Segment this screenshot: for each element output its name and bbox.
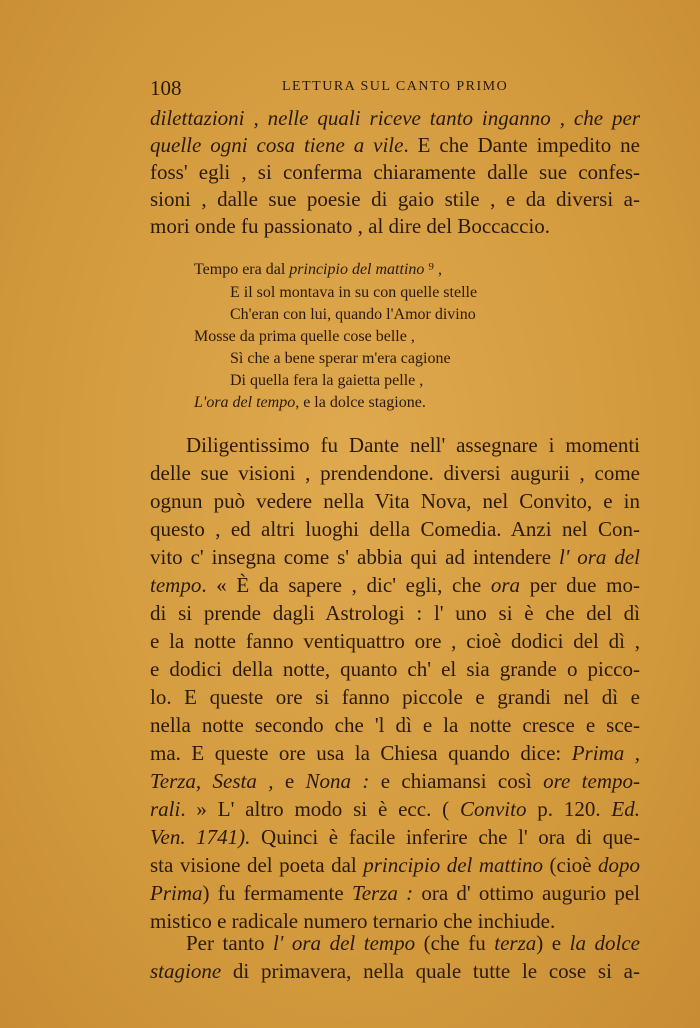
text-segment: ⁹ , (424, 261, 442, 278)
paragraph-line (150, 797, 640, 822)
paragraph-line (150, 160, 640, 185)
text-segment: sta visione del poeta dal (150, 853, 364, 877)
text-segment: principio del mattino (289, 261, 425, 278)
text-segment: Tempo era dal (194, 261, 290, 278)
paragraph-line (150, 461, 640, 486)
paragraph-line (150, 959, 640, 984)
text-segment: foss' egli , si conferma chiaramente dalle sue confes- (150, 160, 640, 184)
text-segment: . E che Dante impedito ne (403, 133, 641, 157)
text-segment: ) fu fermamente (202, 881, 352, 905)
page-header (150, 76, 640, 100)
text-segment: e dodici della notte, quanto ch' el sia grande o picco- (150, 657, 640, 681)
text-segment: Prima , (571, 741, 640, 765)
text-segment: Nona : (305, 769, 370, 793)
paragraph-line (150, 825, 640, 850)
text-segment: Convito (459, 797, 527, 821)
paragraph-line (150, 187, 640, 212)
text-segment: sioni , dalle sue poesie di gaio stile , e da diversi a- (150, 187, 640, 211)
paragraph-line (150, 545, 640, 570)
text-segment: E il sol montava in su con quelle stelle (230, 284, 478, 301)
text-segment: delle sue visioni , prendendone. diversi augurii , come (150, 461, 640, 485)
text-segment: Ed. (611, 797, 640, 821)
verse-line (230, 372, 423, 390)
paragraph-line (150, 489, 640, 514)
text-segment: Prima (150, 881, 203, 905)
text-segment: rali (150, 797, 181, 821)
paragraph-line (186, 433, 640, 458)
text-segment: per due mo- (520, 573, 640, 597)
text-segment: Quinci è facile inferire che l' ora di que- (250, 825, 640, 849)
text-segment: di primavera, nella quale tutte le cose si a- (221, 959, 640, 983)
text-segment: la dolce (569, 931, 640, 955)
text-segment: l' ora del tempo (273, 931, 416, 955)
verse-line (194, 394, 426, 412)
text-segment: Diligentissimo fu Dante nell' assegnare i momenti (186, 433, 640, 457)
text-segment: terza (494, 931, 537, 955)
verse-line (230, 284, 477, 302)
text-segment: ore tempo- (543, 769, 640, 793)
text-segment: L'ora del tempo (194, 394, 296, 411)
text-segment: , e la dolce stagione. (295, 394, 426, 411)
text-segment: tempo (150, 573, 202, 597)
text-segment: (cioè (543, 853, 598, 877)
text-segment: e (273, 769, 306, 793)
text-segment: mistico e radicale numero ternario che inchiude. (150, 909, 556, 933)
verse-line (194, 328, 415, 346)
text-segment: vito c' insegna come s' abbia qui ad intendere (150, 545, 559, 569)
paragraph-line (150, 685, 640, 710)
paragraph-line (150, 881, 640, 906)
paragraph-line (150, 713, 640, 738)
text-segment: nella notte secondo che 'l dì e la notte cresce e sce- (150, 713, 640, 737)
paragraph-line (150, 517, 640, 542)
paragraph-line (150, 769, 640, 794)
paragraph-line (150, 573, 640, 598)
text-segment: Terza : (351, 881, 414, 905)
text-segment: p. 120. (526, 797, 612, 821)
text-segment: lo. E queste ore si fanno piccole e grandi nel dì e (150, 685, 640, 709)
text-segment: mori onde fu passionato , al dire del Boccaccio. (150, 214, 551, 238)
paragraph-line (150, 214, 640, 239)
text-segment: ) e (536, 931, 570, 955)
text-segment: Ven. 1741). (150, 825, 251, 849)
verse-line (230, 306, 476, 324)
text-segment: e chiamansi così (369, 769, 544, 793)
text-segment: Per tanto (186, 931, 274, 955)
text-segment: ora d' ottimo augurio pel (413, 881, 640, 905)
paragraph-line (150, 741, 640, 766)
text-segment: questo , ed altri luoghi della Comedia. Anzi nel Con- (150, 517, 640, 541)
text-segment: di si prende dagli Astrologi : l' uno si è che del dì (150, 601, 640, 625)
text-segment: Mosse da prima quelle cose belle , (194, 328, 415, 345)
text-segment: Sì che a bene sperar m'era cagione (230, 350, 451, 367)
text-segment: Di quella fera la gaietta pelle , (230, 372, 424, 389)
text-segment: dilettazioni , nelle quali riceve tanto inganno , che per (150, 106, 640, 130)
text-segment: e la notte fanno ventiquattro ore , cioè dodici del dì , (150, 629, 640, 653)
text-segment: quelle ogni cosa tiene a vile (150, 133, 404, 157)
paragraph-line (150, 106, 640, 131)
text-segment: ma. E queste ore usa la Chiesa quando dice: (150, 741, 572, 765)
page-number: 108 (150, 76, 182, 100)
paragraph-line (150, 657, 640, 682)
text-segment: Terza, Sesta , (150, 769, 274, 793)
paragraph-line (150, 601, 640, 626)
text-segment: l' ora del (558, 545, 640, 569)
text-segment: dopo (598, 853, 640, 877)
text-segment: . « È da sapere , dic' egli, che (201, 573, 491, 597)
verse-line (194, 261, 442, 279)
text-segment: . » L' altro modo si è ecc. ( (180, 797, 460, 821)
verse-line (230, 350, 451, 368)
text-segment: (che fu (415, 931, 495, 955)
text-segment: ognun può vedere nella Vita Nova, nel Convito, e in (150, 489, 640, 513)
paragraph-line (186, 931, 640, 956)
paragraph-line (150, 133, 640, 158)
text-segment: principio del mattino (363, 853, 544, 877)
text-segment: ora (490, 573, 521, 597)
running-title: LETTURA SUL CANTO PRIMO (282, 79, 509, 94)
paragraph-line (150, 853, 640, 878)
text-segment: Ch'eran con lui, quando l'Amor divino (230, 306, 476, 323)
paragraph-line (150, 629, 640, 654)
text-segment: stagione (150, 959, 222, 983)
